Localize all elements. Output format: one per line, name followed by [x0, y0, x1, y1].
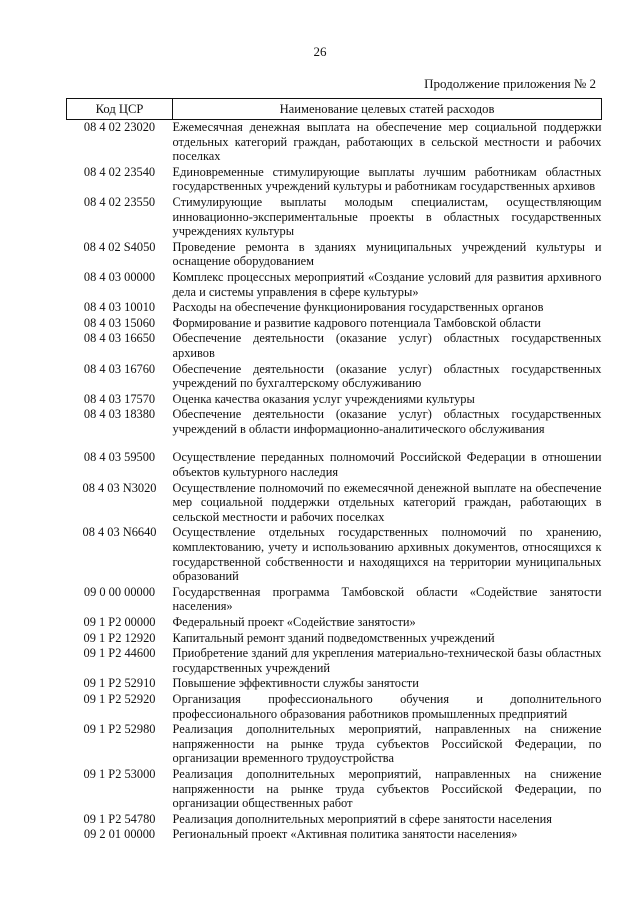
- table-row: [67, 692, 602, 722]
- row-code: 09 1 P2 54780: [83, 811, 156, 826]
- table-row: [67, 722, 602, 767]
- row-name: Стимулирующие выплаты молодым специалистам, осуществляющим инновационно-экспериментальные проекты в областных государственных учреждениях культуры: [172, 194, 602, 239]
- row-code: 08 4 03 18380: [83, 407, 156, 422]
- row-name: Ежемесячная денежная выплата на обеспечение мер социальной поддержки отдельных категорий граждан, работающих в сельской местности и рабочих поселках: [172, 120, 602, 164]
- table-header-row: [67, 99, 602, 120]
- row-name: Региональный проект «Активная политика занятости населения»: [172, 827, 518, 842]
- expense-codes-table: [66, 98, 602, 843]
- row-code: 08 4 02 23550: [83, 194, 156, 209]
- table-row: [67, 676, 602, 692]
- row-code: 08 4 03 16760: [83, 361, 156, 376]
- row-name: Комплекс процессных мероприятий «Создание условий для развития архивного дела и системы управления в сфере культуры»: [172, 269, 602, 299]
- table-row: [67, 270, 602, 300]
- row-name: Реализация дополнительных мероприятий в сфере занятости населения: [172, 811, 552, 826]
- table-row: [67, 646, 602, 676]
- row-name: Осуществление переданных полномочий Российской Федерации в отношении объектов культурного наследия: [172, 450, 602, 480]
- table-row: [67, 585, 602, 615]
- page-number: 26: [313, 44, 327, 59]
- row-code: 08 4 02 23020: [83, 120, 156, 134]
- row-name: Обеспечение деятельности (оказание услуг) областных государственных учреждений по бухгалтерскому обслуживанию: [172, 361, 602, 391]
- row-name: Повышение эффективности службы занятости: [172, 676, 419, 691]
- table-row: [67, 331, 602, 361]
- row-name: Организация профессионального обучения и дополнительного профессионального образования работников промышленных предприятий: [172, 691, 602, 721]
- column-header-name: Наименование целевых статей расходов: [173, 99, 602, 120]
- row-code: 09 1 P2 52980: [83, 722, 156, 737]
- table-row: [67, 240, 602, 270]
- row-name: Осуществление полномочий по ежемесячной денежной выплате на обеспечение мер социальной поддержки отдельных категорий граждан, работающих в сельской местности и рабочих поселках: [172, 480, 602, 524]
- row-name: Капитальный ремонт зданий подведомственных учреждений: [172, 630, 495, 645]
- table-row: [67, 450, 602, 480]
- row-code: 08 4 03 N3020: [82, 480, 157, 495]
- row-code: 08 4 03 16650: [83, 331, 156, 346]
- row-code: 09 1 P2 12920: [83, 630, 156, 645]
- row-name: Реализация дополнительных мероприятий, направленных на снижение напряженности на рынке труда субъектов Российской Федерации, по организации временного трудоустройства: [172, 722, 602, 766]
- row-name: Приобретение зданий для укрепления материально-технической базы областных государственных учреждений: [172, 646, 602, 675]
- row-name: Реализация дополнительных мероприятий, направленных на снижение напряженности на рынке труда субъектов Российской Федерации, по организации общественных работ: [172, 766, 602, 811]
- row-code: 08 4 03 15060: [83, 315, 156, 330]
- row-code: 08 4 03 N6640: [82, 525, 157, 540]
- column-header-code: Код ЦСР: [67, 99, 173, 120]
- table-row: [67, 362, 602, 392]
- table-row: [67, 827, 602, 843]
- row-name: Обеспечение деятельности (оказание услуг) областных государственных архивов: [172, 331, 602, 360]
- row-code: 09 1 P2 00000: [83, 615, 156, 629]
- table-row: [67, 812, 602, 828]
- row-name: Государственная программа Тамбовской области «Содействие занятости населения»: [172, 584, 602, 614]
- row-name: Формирование и развитие кадрового потенциала Тамбовской области: [172, 315, 541, 330]
- table-row: [67, 481, 602, 526]
- row-name: Осуществление отдельных государственных полномочий по хранению, комплектованию, учету и использованию архивных документов, относящихся к государственной собственности и находящихся на территории муниципальных образований: [172, 525, 602, 584]
- row-code: 09 1 P2 52910: [83, 676, 156, 691]
- row-code: 08 4 03 00000: [83, 269, 156, 284]
- row-name: Единовременные стимулирующие выплаты лучшим работникам областных государственных учреждений культуры и работникам государственных архивов: [172, 164, 602, 194]
- table-row: [67, 767, 602, 812]
- table-row: [67, 392, 602, 408]
- table-row: [67, 525, 602, 584]
- continuation-note: Продолжение приложения № 2: [424, 76, 596, 91]
- row-code: 09 0 00 00000: [83, 584, 156, 599]
- table-body: [67, 120, 602, 843]
- table-row: [67, 631, 602, 647]
- table-row: [67, 165, 602, 195]
- table-row: [67, 300, 602, 316]
- row-code: 09 2 01 00000: [83, 827, 156, 842]
- row-name: Федеральный проект «Содействие занятости»: [172, 615, 416, 629]
- table-row: [67, 316, 602, 332]
- row-code: 08 4 03 10010: [83, 300, 156, 315]
- row-code: 08 4 03 17570: [83, 391, 156, 406]
- row-code: 09 1 P2 53000: [83, 766, 156, 781]
- row-name: Расходы на обеспечение функционирования государственных органов: [172, 300, 544, 315]
- row-name: Оценка качества оказания услуг учреждениями культуры: [172, 391, 475, 406]
- table-row: [67, 615, 602, 631]
- row-name: Проведение ремонта в зданиях муниципальных учреждений культуры и оснащение оборудованием: [172, 239, 602, 269]
- row-code: 08 4 02 S4050: [83, 239, 156, 254]
- row-code: 09 1 P2 44600: [83, 646, 156, 661]
- table-row: [67, 195, 602, 240]
- table-row: [67, 120, 602, 165]
- row-code: 09 1 P2 52920: [83, 691, 156, 706]
- table-row: [67, 407, 602, 450]
- row-name: Обеспечение деятельности (оказание услуг) областных государственных учреждений в области информационно-аналитического обслуживания: [172, 407, 602, 436]
- row-code: 08 4 02 23540: [83, 164, 156, 179]
- row-code: 08 4 03 59500: [83, 450, 156, 465]
